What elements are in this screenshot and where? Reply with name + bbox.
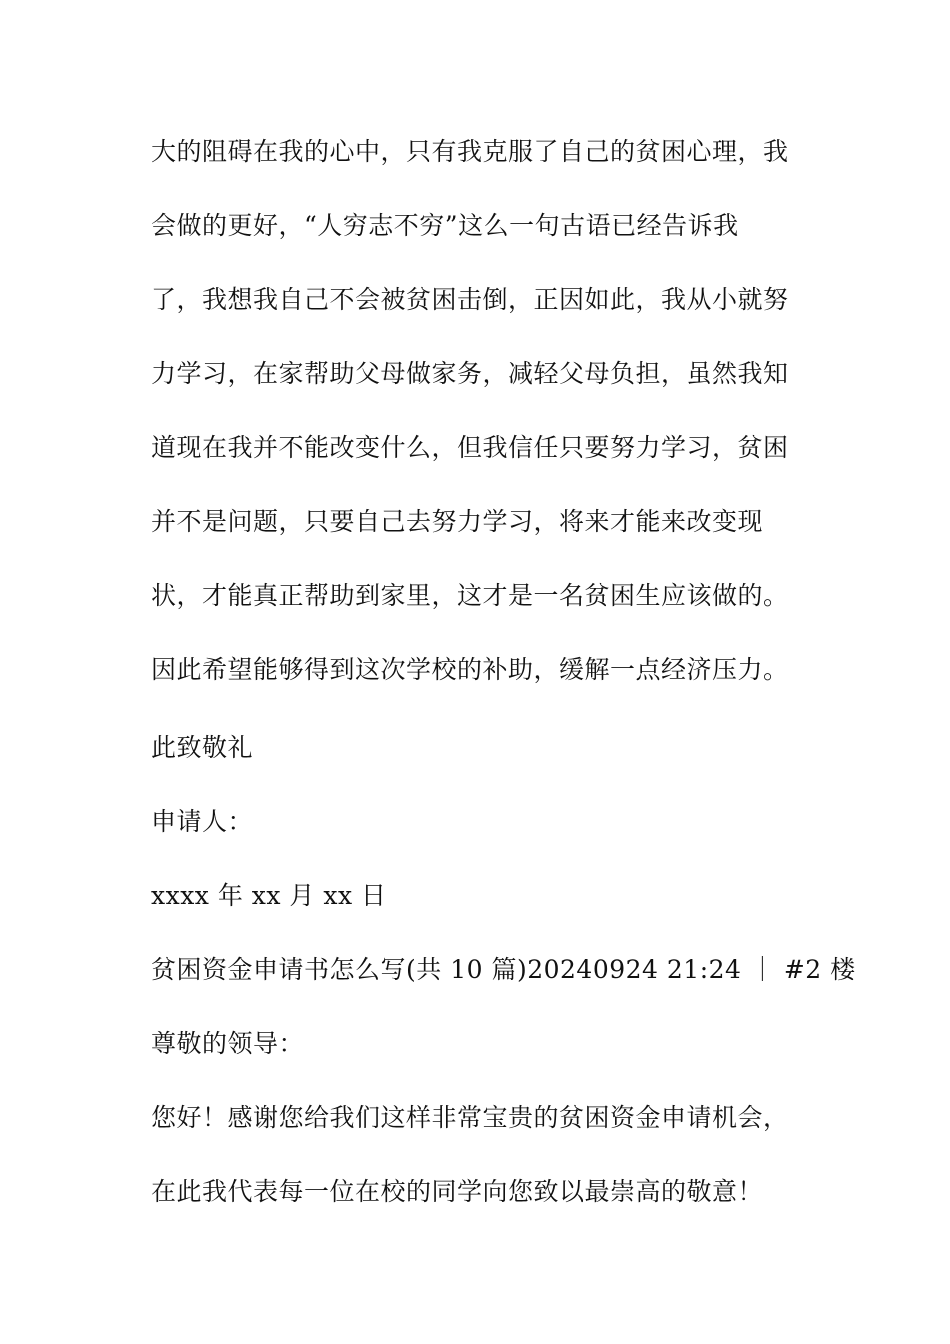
body-text-line: 状，才能真正帮助到家里，这才是一名贫困生应该做的。 [151,581,789,610]
section-heading: 贫困资金申请书怎么写(共 10 篇)20240924 21:24 ｜ #2 楼 [151,955,856,984]
body-text-line: 在此我代表每一位在校的同学向您致以最崇高的敬意！ [151,1177,764,1206]
applicant-label: 申请人： [151,807,254,836]
date-line: xxxx 年 xx 月 xx 日 [151,881,387,910]
body-text-line: 并不是问题，只要自己去努力学习，将来才能来改变现 [151,507,764,536]
closing-salutation: 此致敬礼 [151,733,254,762]
body-text-line: 道现在我并不能改变什么，但我信任只要努力学习，贫困 [151,433,789,462]
body-text-line: 会做的更好，“人穷志不穷”这么一句古语已经告诉我 [151,211,739,240]
body-text-line: 了，我想我自己不会被贫困击倒，正因如此，我从小就努 [151,285,789,314]
greeting-line: 尊敬的领导： [151,1029,305,1058]
body-text-line: 大的阻碍在我的心中，只有我克服了自己的贫困心理，我 [151,137,789,166]
body-text-line: 力学习，在家帮助父母做家务，减轻父母负担，虽然我知 [151,359,789,388]
body-text-line: 因此希望能够得到这次学校的补助，缓解一点经济压力。 [151,655,789,684]
body-text-line: 您好！感谢您给我们这样非常宝贵的贫困资金申请机会， [151,1103,789,1132]
